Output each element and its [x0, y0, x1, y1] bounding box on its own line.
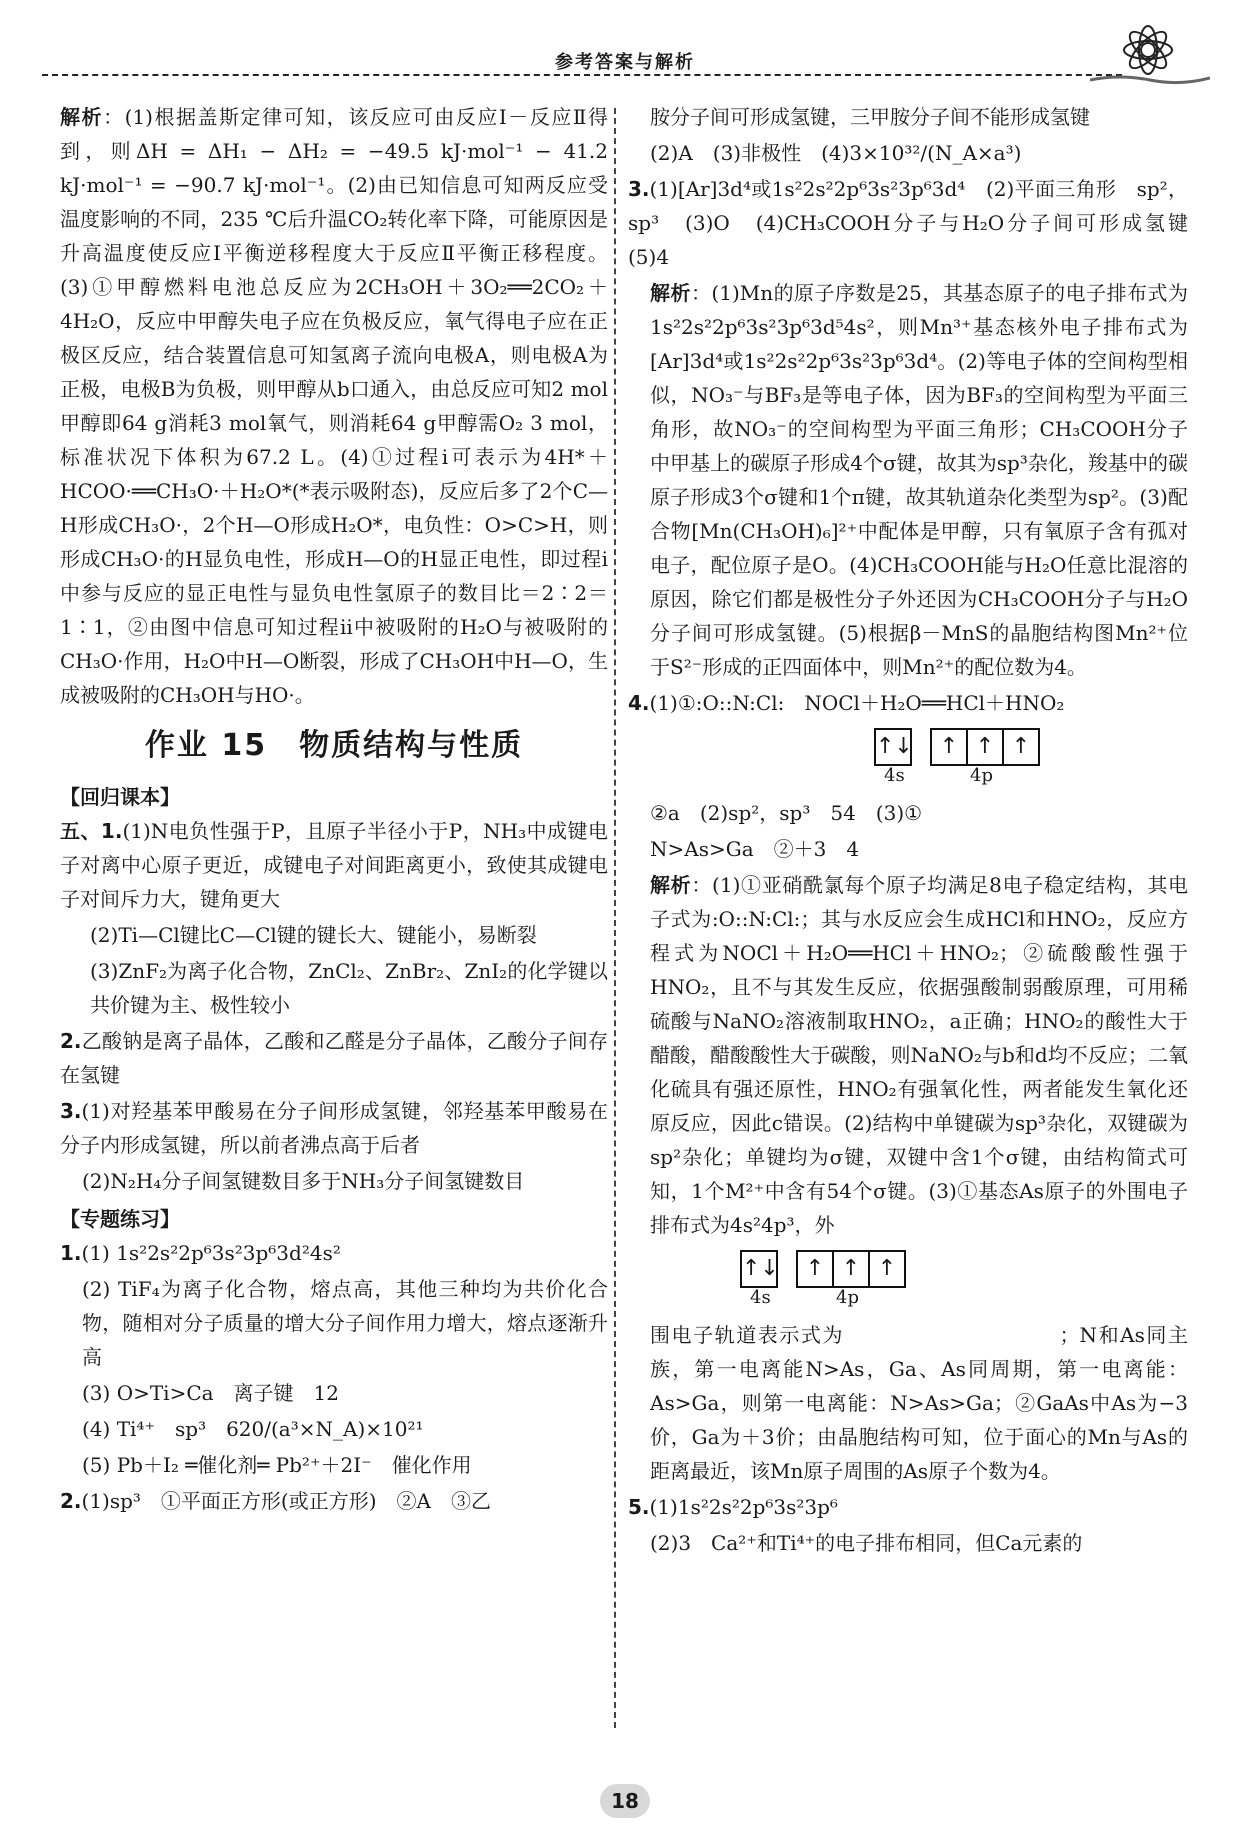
orbital-box: ↑ — [868, 1250, 906, 1288]
item-number: 3. — [628, 177, 650, 201]
orbital-4p — [932, 728, 1040, 766]
list-item — [60, 1412, 608, 1446]
list-item — [60, 1236, 608, 1270]
page-number: 18 — [600, 1784, 650, 1818]
practice-heading: 【专题练习】 — [60, 1207, 180, 1231]
item-text: (3)ZnF₂为离子化合物，ZnCl₂、ZnBr₂、ZnI₂的化学键以共价键为主、极性较小 — [90, 959, 608, 1017]
orbital-label-4s: 4s — [750, 1287, 771, 1308]
review-heading: 【回归课本】 — [60, 785, 180, 809]
item-text: N>As>Ga ②＋3 4 — [650, 837, 860, 861]
analysis-label: 解析 — [60, 105, 104, 129]
orbital-4s — [876, 728, 912, 766]
list-item — [60, 954, 608, 1022]
list-item — [60, 1376, 608, 1410]
analysis-paragraph — [628, 868, 1188, 1242]
list-item — [628, 686, 1188, 720]
analysis-label: 解析 — [650, 281, 691, 305]
orbital-box: ↑ — [930, 728, 968, 766]
orbital-diagram — [628, 722, 1188, 796]
page-header — [0, 0, 1250, 100]
analysis-text: ：(1)①亚硝酰氯每个原子均满足8电子稳定结构，其电子式为:O::N:Cl:；其与水反应会生成HCl和HNO₂，反应方程式为NOCl＋H₂O══HCl＋HNO₂；②硫酸酸性强于HNO₂，且不与其发生反应，依据强酸制弱酸原理，可用稀硫酸与NaNO₂溶液制取HNO₂，a正确；HNO₂的酸性大于醋酸，醋酸酸性大于碳酸，则NaNO₂与b和d均不反应；二氧化硫具有强还原性，HNO₂有强氧化性，两者能发生氧化还原反应，因此c错误。(2)结构中单键碳为sp³杂化，双键碳为sp²杂化；单键均为σ键，双键中含1个σ键，由结构简式可知，1个M²⁺中含有54个σ键。(3)①基态As原子的外围电子排布式为4s²4p³，外 — [650, 873, 1188, 1237]
item-text: (1)[Ar]3d⁴或1s²2s²2p⁶3s²3p⁶3d⁴ (2)平面三角形 sp²，sp³ (3)O (4)CH₃COOH分子与H₂O分子间可形成氢键 (5)4 — [628, 177, 1208, 269]
right-column — [628, 100, 1208, 1562]
item-number: 3. — [60, 1099, 82, 1123]
analysis-continuation: 围电子轨道表示式为 ；N和As同主族，第一电离能N>As，Ga、As同周期，第一电离能：As>Ga，则第一电离能：N>As>Ga；②GaAs中As为−3价，Ga为＋3价；由晶胞结构可知，位于面心的Mn与As的距离最近，该Mn原子周围的As原子个数为4。 — [650, 1323, 1188, 1483]
item-number: 五、1. — [60, 819, 123, 843]
list-item — [628, 1490, 1188, 1524]
orbital-label-4p: 4p — [970, 765, 993, 786]
header-title: 参考答案与解析 — [555, 52, 695, 73]
orbital-box: ↑ — [1002, 728, 1040, 766]
list-item — [60, 1272, 608, 1374]
item-text: (1)sp³ ①平面正方形(或正方形) ②A ③乙 — [81, 1489, 491, 1513]
item-text: (1)N电负性强于P，且原子半径小于P，NH₃中成键电子对离中心原子更近，成键电子对间距离更小，致使其成键电子对间斥力大，键角更大 — [60, 819, 608, 911]
item-text: (2) TiF₄为离子化合物，熔点高，其他三种均为共价化合物，随相对分子质量的增大分子间作用力增大，熔点逐渐升高 — [82, 1277, 608, 1369]
item-text: (2)3 Ca²⁺和Ti⁴⁺的电子排布相同，但Ca元素的 — [650, 1531, 1083, 1555]
item-text: (2)Ti—Cl键比C—Cl键的键长大、键能小，易断裂 — [90, 923, 537, 947]
item-text: (1)1s²2s²2p⁶3s²3p⁶ — [649, 1495, 838, 1519]
item-text: 乙酸钠是离子晶体，乙酸和乙醛是分子晶体，乙酸分子间存在氢键 — [60, 1029, 608, 1087]
list-item — [628, 172, 1208, 274]
left-column — [60, 100, 608, 1520]
item-text: (1)对羟基苯甲酸易在分子间形成氢键，邻羟基苯甲酸易在分子内形成氢键，所以前者沸点高于后者 — [60, 1099, 608, 1157]
list-item — [60, 918, 608, 952]
list-item — [60, 1448, 608, 1482]
list-item — [60, 1164, 608, 1198]
item-text: (2)A (3)非极性 (4)3×10³²/(N_A×a³) — [650, 141, 1022, 165]
orbital-diagram — [628, 1244, 1188, 1318]
item-text: (1) 1s²2s²2p⁶3s²3p⁶3d²4s² — [81, 1241, 341, 1265]
analysis-text: ：(1)根据盖斯定律可知，该反应可由反应Ⅰ－反应Ⅱ得到，则ΔH = ΔH₁ − ΔH₂ = −49.5 kJ·mol⁻¹ − 41.2 kJ·mol⁻¹ = −90.7 kJ·mol⁻¹。(2)由已知信息可知两反应受温度影响的不同，235 ℃后升温CO₂转化率下降，可能原因是升高温度使反应Ⅰ平衡逆移程度大于反应Ⅱ平衡正移程度。(3)①甲醇燃料电池总反应为2CH₃OH＋3O₂══2CO₂＋4H₂O，反应中甲醇失电子应在负极反应，氧气得电子应在正极区反应，结合装置信息可知氢离子流向电极A，则电极A为正极，电极B为负极，则甲醇从b口通入，由总反应可知2 mol甲醇即64 g消耗3 mol氧气，则消耗64 g甲醇需O₂ 3 mol，标准状况下体积为67.2 L。(4)①过程i可表示为4H*＋HCOO·══CH₃O·＋H₂O*(*表示吸附态)，反应后多了2个C—H形成CH₃O·，2个H—O形成H₂O*，电负性：O>C>H，则形成CH₃O·的H显负电性，形成H—O的H显正电性，即过程i中参与反应的显正电性与显负电性氢原子的数目比＝2∶2＝1∶1，②由图中信息可知过程ii中被吸附的H₂O与被吸附的CH₃O·作用，H₂O中H—O断裂，形成了CH₃OH中H—O，生成被吸附的CH₃OH与HO·。 — [60, 105, 609, 707]
list-item — [628, 832, 1188, 866]
list-item — [628, 796, 1188, 830]
orbital-box: ↑ — [966, 728, 1004, 766]
orbital-box: ↑↓ — [874, 728, 912, 766]
item-text: (1)①:O::N:Cl: NOCl＋H₂O══HCl＋HNO₂ — [649, 691, 1065, 715]
column-divider — [614, 108, 616, 1728]
list-item — [628, 136, 1188, 170]
item-text: 胺分子间可形成氢键，三甲胺分子间不能形成氢键 — [650, 105, 1090, 129]
item-number: 2. — [60, 1029, 82, 1053]
orbital-label-4s: 4s — [884, 765, 905, 786]
section-title: 作业 15 物质结构与性质 — [144, 728, 524, 763]
analysis-label: 解析 — [650, 873, 692, 897]
item-text: (5) Pb＋I₂ ═催化剂═ Pb²⁺＋2I⁻ 催化作用 — [82, 1453, 472, 1477]
header-rule — [42, 74, 1122, 76]
item-number: 2. — [60, 1489, 82, 1513]
list-item — [60, 1484, 608, 1518]
orbital-4p — [798, 1250, 906, 1288]
orbital-box: ↑↓ — [740, 1250, 778, 1288]
list-item — [60, 1024, 608, 1092]
item-text: (2)N₂H₄分子间氢键数目多于NH₃分子间氢键数目 — [82, 1169, 525, 1193]
item-number: 4. — [628, 691, 650, 715]
item-number: 1. — [60, 1241, 82, 1265]
list-item — [60, 1094, 608, 1162]
analysis-paragraph — [60, 100, 608, 712]
orbital-4s — [742, 1250, 778, 1288]
list-item — [628, 1526, 1188, 1560]
item-text: (4) Ti⁴⁺ sp³ 620/(a³×N_A)×10²¹ — [82, 1417, 424, 1441]
item-text: (3) O>Ti>Ca 离子键 12 — [82, 1381, 340, 1405]
list-item — [60, 814, 608, 916]
orbital-box: ↑ — [832, 1250, 870, 1288]
orbital-label-4p: 4p — [836, 1287, 859, 1308]
item-text: ②a (2)sp²，sp³ 54 (3)① — [650, 801, 923, 825]
analysis-text: ：(1)Mn的原子序数是25，其基态原子的电子排布式为1s²2s²2p⁶3s²3p⁶3d⁵4s²，则Mn³⁺基态核外电子排布式为[Ar]3d⁴或1s²2s²2p⁶3s²3p⁶3d⁴。(2)等电子体的空间构型相似，NO₃⁻与BF₃是等电子体，因为BF₃的空间构型为平面三角形，故NO₃⁻的空间构型为平面三角形；CH₃COOH分子中甲基上的碳原子形成4个σ键，故其为sp³杂化，羧基中的碳原子形成3个σ键和1个π键，故其轨道杂化类型为sp²。(3)配合物[Mn(CH₃OH)₆]²⁺中配体是甲醇，只有氧原子含有孤对电子，配位原子是O。(4)CH₃COOH能与H₂O任意比混溶的原因，除它们都是极性分子外还因为CH₃COOH分子与H₂O分子间可形成氢键。(5)根据β－MnS的晶胞结构图Mn²⁺位于S²⁻形成的正四面体中，则Mn²⁺的配位数为4。 — [650, 281, 1189, 679]
flower-decoration-icon — [1090, 8, 1210, 98]
analysis-paragraph — [628, 276, 1188, 684]
item-number: 5. — [628, 1495, 650, 1519]
orbital-box: ↑ — [796, 1250, 834, 1288]
list-item — [628, 100, 1188, 134]
